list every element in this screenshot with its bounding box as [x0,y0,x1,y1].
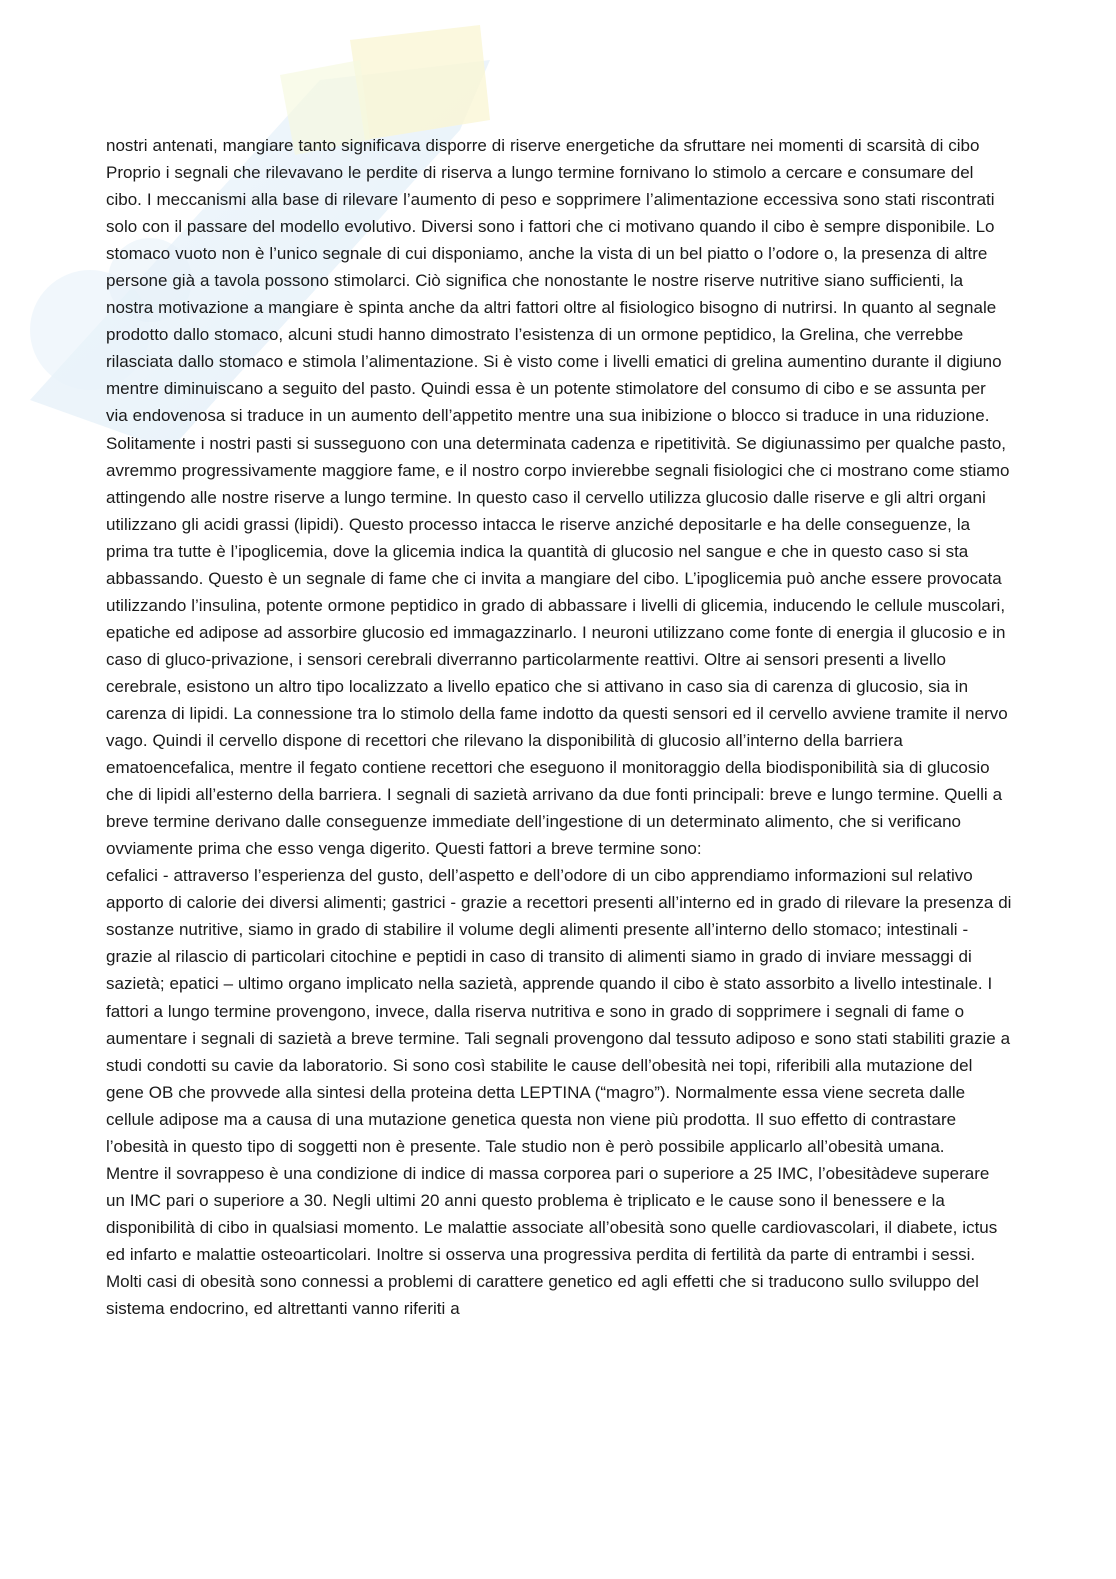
body-text [106,132,1012,1322]
paragraph-1: nostri antenati, mangiare tanto significava disporre di riserve energetiche da sfruttare nei momenti di scarsità di cibo Proprio i segnali che rilevavano le perdite di riserva a lungo termine fornivano lo stimolo a cercare e consumare del cibo. I meccanismi alla base di rilevare l’aumento di peso e sopprimere l’alimentazione eccessiva sono stati riscontrati solo con il passare del modello evolutivo. Diversi sono i fattori che ci motivano quando il cibo è sempre disponibile. Lo stomaco vuoto non è l’unico segnale di cui disponiamo, anche la vista di un bel piatto o l’odore o, la presenza di altre persone già a tavola possono stimolarci. Ciò significa che nonostante le nostre riserve nutritive siano sufficienti, la nostra motivazione a mangiare è spinta anche da altri fattori oltre al fisiologico bisogno di nutrirsi. In quanto al segnale prodotto dallo stomaco, alcuni studi hanno dimostrato l’esistenza di un ormone peptidico, la Grelina, che verrebbe rilasciata dallo stomaco e stimola l’alimentazione. Si è visto come i livelli ematici di grelina aumentino durante il digiuno mentre diminuiscano a seguito del pasto. Quindi essa è un potente stimolatore del consumo di cibo e se assunta per via endovenosa si traduce in un aumento dell’appetito mentre una sua inibizione o blocco si traduce in una riduzione. Solitamente i nostri pasti si susseguono con una determinata cadenza e ripetitività. Se digiunassimo per qualche pasto, avremmo progressivamente maggiore fame, e il nostro corpo invierebbe segnali fisiologici che ci mostrano come stiamo attingendo alle nostre riserve a lungo termine. In questo caso il cervello utilizza glucosio dalle riserve e gli altri organi utilizzano gli acidi grassi (lipidi). Questo processo intacca le riserve anziché depositarle e ha delle conseguenze, la prima tra tutte è l’ipoglicemia, dove la glicemia indica la quantità di glucosio nel sangue e che in questo caso si sta abbassando. Questo è un segnale di fame che ci invita a mangiare del cibo. L’ipoglicemia può anche essere provocata utilizzando l’insulina, potente ormone peptidico in grado di abbassare i livelli di glicemia, inducendo le cellule muscolari, epatiche ed adipose ad assorbire glucosio ed immagazzinarlo. I neuroni utilizzano come fonte di energia il glucosio e in caso di gluco-privazione, i sensori cerebrali diverranno particolarmente reattivi. Oltre ai sensori presenti a livello cerebrale, esistono un altro tipo localizzato a livello epatico che si attivano in caso sia di carenza di glucosio, sia in carenza di lipidi. La connessione tra lo stimolo della fame indotto da questi sensori ed il cervello avviene tramite il nervo vago. Quindi il cervello dispone di recettori che rilevano la disponibilità di glucosio all’interno della barriera ematoencefalica, mentre il fegato contiene recettori che eseguono il monitoraggio della biodisponibilità sia di glucosio che di lipidi all’esterno della barriera. I segnali di sazietà arrivano da due fonti principali: breve e lungo termine. Quelli a breve termine derivano dalle conseguenze immediate dell’ingestione di un determinato alimento, che si verificano ovviamente prima che esso venga digerito. Questi fattori a breve termine sono: [106,136,1010,859]
paragraph-3: Mentre il sovrappeso è una condizione di indice di massa corporea pari o superiore a 25 IMC, l’obesitàdeve superare un IMC pari o superiore a 30. Negli ultimi 20 anni questo problema è triplicato e le cause sono il benessere e la disponibilità di cibo in qualsiasi momento. Le malattie associate all’obesità sono quelle cardiovascolari, il diabete, ictus ed infarto e malattie osteoarticolari. Inoltre si osserva una progressiva perdita di fertilità da parte di entrambi i sessi. Molti casi di obesità sono connessi a problemi di carattere genetico ed agli effetti che si traducono sullo sviluppo del sistema endocrino, ed altrettanti vanno riferiti a [106,1163,998,1319]
paragraph-2: cefalici - attraverso l’esperienza del gusto, dell’aspetto e dell’odore di un cibo apprendiamo informazioni sul relativo apporto di calorie dei diversi alimenti; gastrici - grazie a recettori presenti all’interno ed in grado di rilevare la presenza di sostanze nutritive, siamo in grado di stabilire il volume degli alimenti presente all’interno dello stomaco; intestinali - grazie al rilascio di particolari citochine e peptidi in caso di transito di alimenti siamo in grado di inviare messaggi di sazietà; epatici – ultimo organo implicato nella sazietà, apprende quando il cibo è stato assorbito a livello intestinale. I fattori a lungo termine provengono, invece, dalla riserva nutritiva e sono in grado di sopprimere i segnali di fame o aumentare i segnali di sazietà a breve termine. Tali segnali provengono dal tessuto adiposo e sono stati stabiliti grazie a studi condotti su cavie da laboratorio. Si sono così stabilite le cause dell’obesità nei topi, riferibili alla mutazione del gene OB che provvede alla sintesi della proteina detta LEPTINA (“magro”). Normalmente essa viene secreta dalle cellule adipose ma a causa di una mutazione genetica questa non viene più prodotta. Il suo effetto di contrastare l’obesità in questo tipo di soggetti non è presente. Tale studio non è però possibile applicarlo all’obesità umana. [106,866,1012,1156]
